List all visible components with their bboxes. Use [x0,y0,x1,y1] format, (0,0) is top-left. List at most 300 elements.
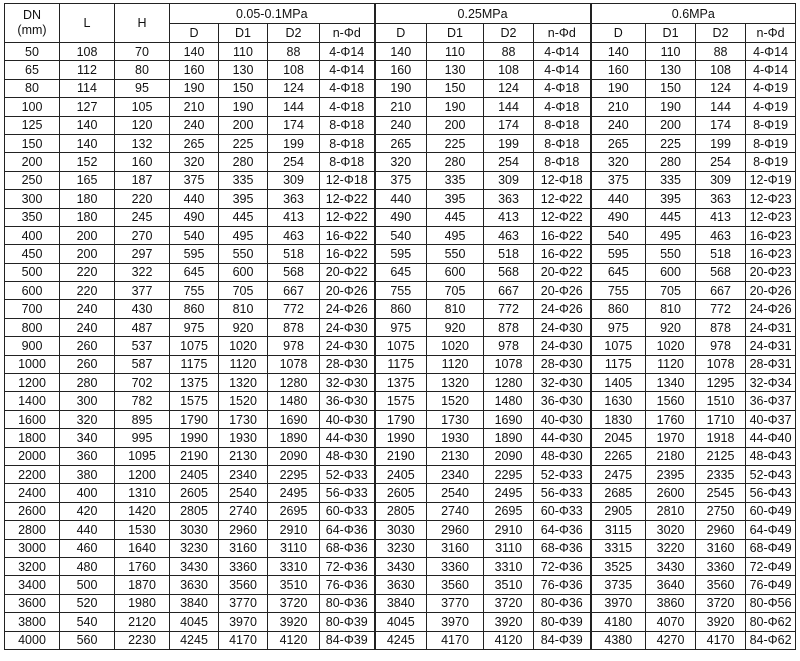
table-row [5,355,796,373]
table-row [5,502,796,520]
table-cell: 200 [60,226,115,244]
table-cell: 4-Φ19 [746,79,796,97]
table-cell: 3720 [268,594,320,612]
table-cell: 550 [219,245,268,263]
table-cell: 3800 [5,613,60,631]
table-cell: 400 [60,484,115,502]
table-cell: 4045 [375,613,427,631]
table-cell: 1420 [115,502,170,520]
table-cell: 144 [484,98,534,116]
table-cell: 2295 [268,465,320,483]
table-cell: 160 [170,61,219,79]
table-cell: 165 [60,171,115,189]
table-cell: 52-Φ33 [320,465,375,483]
table-row [5,392,796,410]
table-cell: 1375 [375,374,427,392]
table-cell: 540 [375,226,427,244]
table-cell: 1000 [5,355,60,373]
col-header-nd: n-Φd [320,24,375,43]
table-cell: 2090 [484,447,534,465]
table-cell: 705 [219,282,268,300]
table-cell: 375 [591,171,646,189]
col-header-d: D [375,24,427,43]
table-cell: 200 [219,116,268,134]
table-cell: 1600 [5,410,60,428]
table-cell: 587 [115,355,170,373]
table-row [5,61,796,79]
table-cell: 3600 [5,594,60,612]
table-cell: 320 [170,153,219,171]
table-cell: 254 [484,153,534,171]
table-cell: 667 [696,282,746,300]
table-cell: 463 [484,226,534,244]
col-header-d: D [170,24,219,43]
table-cell: 24-Φ26 [320,300,375,318]
table-cell: 12-Φ22 [320,208,375,226]
col-header-h: H [115,4,170,43]
table-cell: 1690 [268,410,320,428]
table-row [5,245,796,263]
table-cell: 4120 [268,631,320,649]
table-cell: 1295 [696,374,746,392]
table-cell: 520 [60,594,115,612]
table-cell: 1510 [696,392,746,410]
table-cell: 540 [170,226,219,244]
table-cell: 60-Φ33 [320,502,375,520]
table-cell: 2395 [646,465,696,483]
header-row-groups [5,4,796,24]
table-cell: 705 [646,282,696,300]
table-cell: 445 [646,208,696,226]
table-cell: 1175 [170,355,219,373]
table-cell: 200 [427,116,484,134]
table-cell: 1990 [170,429,219,447]
table-cell: 1075 [375,337,427,355]
table-cell: 1120 [646,355,696,373]
table-cell: 1280 [484,374,534,392]
table-cell: 3160 [219,539,268,557]
table-cell: 860 [375,300,427,318]
table-cell: 3030 [375,521,427,539]
table-cell: 200 [646,116,696,134]
table-cell: 2495 [268,484,320,502]
table-cell: 895 [115,410,170,428]
table-cell: 878 [484,318,534,336]
table-cell: 240 [591,116,646,134]
table-cell: 16-Φ23 [746,226,796,244]
table-cell: 1575 [170,392,219,410]
table-cell: 3230 [375,539,427,557]
table-cell: 2695 [268,502,320,520]
table-cell: 64-Φ36 [320,521,375,539]
table-cell: 68-Φ36 [534,539,591,557]
table-row [5,410,796,428]
table-cell: 375 [170,171,219,189]
table-cell: 76-Φ49 [746,576,796,594]
table-cell: 2600 [646,484,696,502]
table-cell: 210 [591,98,646,116]
table-cell: 2600 [5,502,60,520]
table-cell: 260 [60,355,115,373]
table-cell: 4-Φ19 [746,98,796,116]
table-cell: 80-Φ39 [534,613,591,631]
table-cell: 36-Φ30 [320,392,375,410]
table-cell: 8-Φ19 [746,153,796,171]
table-cell: 900 [5,337,60,355]
table-cell: 84-Φ62 [746,631,796,649]
table-cell: 1890 [268,429,320,447]
table-cell: 48-Φ30 [534,447,591,465]
table-cell: 2125 [696,447,746,465]
table-cell: 4-Φ14 [320,43,375,61]
table-cell: 309 [696,171,746,189]
table-cell: 190 [591,79,646,97]
table-cell: 395 [219,190,268,208]
table-cell: 56-Φ43 [746,484,796,502]
table-cell: 413 [268,208,320,226]
table-cell: 3030 [170,521,219,539]
table-cell: 160 [375,61,427,79]
table-cell: 140 [60,116,115,134]
table-cell: 44-Φ30 [534,429,591,447]
table-cell: 350 [5,208,60,226]
table-cell: 1800 [5,429,60,447]
table-cell: 1870 [115,576,170,594]
table-cell: 490 [375,208,427,226]
table-cell: 250 [5,171,60,189]
table-cell: 322 [115,263,170,281]
table-cell: 1175 [591,355,646,373]
table-row [5,576,796,594]
table-cell: 64-Φ49 [746,521,796,539]
table-cell: 60-Φ33 [534,502,591,520]
table-cell: 32-Φ34 [746,374,796,392]
table-cell: 2335 [696,465,746,483]
table-cell: 108 [268,61,320,79]
table-cell: 978 [484,337,534,355]
table-cell: 2475 [591,465,646,483]
table-row [5,337,796,355]
table-cell: 80-Φ36 [534,594,591,612]
table-cell: 1630 [591,392,646,410]
table-cell: 280 [427,153,484,171]
table-cell: 375 [375,171,427,189]
table-cell: 1918 [696,429,746,447]
table-cell: 1078 [484,355,534,373]
table-cell: 16-Φ22 [534,226,591,244]
table-cell: 28-Φ30 [320,355,375,373]
table-cell: 320 [375,153,427,171]
table-cell: 8-Φ18 [320,153,375,171]
table-cell: 108 [696,61,746,79]
table-cell: 210 [375,98,427,116]
table-cell: 430 [115,300,170,318]
table-cell: 200 [5,153,60,171]
table-cell: 2405 [170,465,219,483]
table-cell: 190 [170,79,219,97]
table-cell: 174 [268,116,320,134]
table-cell: 3160 [427,539,484,557]
table-cell: 3640 [646,576,696,594]
table-row [5,521,796,539]
table-cell: 8-Φ18 [534,153,591,171]
table-cell: 2045 [591,429,646,447]
table-row [5,318,796,336]
table-row [5,631,796,649]
table-cell: 702 [115,374,170,392]
table-cell: 320 [591,153,646,171]
table-cell: 40-Φ37 [746,410,796,428]
table-cell: 975 [170,318,219,336]
table-cell: 4170 [219,631,268,649]
table-cell: 600 [5,282,60,300]
table-cell: 52-Φ43 [746,465,796,483]
table-cell: 2960 [427,521,484,539]
table-cell: 700 [5,300,60,318]
table-cell: 3840 [170,594,219,612]
table-cell: 1710 [696,410,746,428]
table-cell: 480 [60,557,115,575]
table-cell: 3860 [646,594,696,612]
table-cell: 2090 [268,447,320,465]
table-cell: 1200 [5,374,60,392]
table-cell: 65 [5,61,60,79]
table-row [5,190,796,208]
table-cell: 130 [646,61,696,79]
table-cell: 309 [484,171,534,189]
table-cell: 8-Φ18 [534,134,591,152]
table-cell: 340 [60,429,115,447]
table-cell: 190 [646,98,696,116]
table-cell: 160 [115,153,170,171]
table-cell: 3840 [375,594,427,612]
table-cell: 48-Φ30 [320,447,375,465]
table-cell: 12-Φ22 [534,208,591,226]
table-cell: 3920 [268,613,320,631]
table-cell: 1020 [219,337,268,355]
table-cell: 309 [268,171,320,189]
table-cell: 80 [115,61,170,79]
table-cell: 1830 [591,410,646,428]
table-cell: 1790 [170,410,219,428]
table-cell: 2400 [5,484,60,502]
table-cell: 76-Φ36 [534,576,591,594]
table-cell: 2910 [484,521,534,539]
table-cell: 95 [115,79,170,97]
table-cell: 2805 [170,502,219,520]
col-header-d: D [591,24,646,43]
table-cell: 1078 [696,355,746,373]
table-cell: 84-Φ39 [320,631,375,649]
table-cell: 144 [268,98,320,116]
table-cell: 80 [5,79,60,97]
table-cell: 3315 [591,539,646,557]
table-cell: 540 [60,613,115,631]
table-cell: 335 [427,171,484,189]
table-cell: 160 [591,61,646,79]
table-cell: 112 [60,61,115,79]
table-cell: 1690 [484,410,534,428]
table-cell: 2605 [170,484,219,502]
table-cell: 125 [5,116,60,134]
table-cell: 920 [427,318,484,336]
table-cell: 3000 [5,539,60,557]
table-cell: 130 [219,61,268,79]
table-cell: 4120 [484,631,534,649]
table-row [5,226,796,244]
table-cell: 240 [60,318,115,336]
table-cell: 265 [591,134,646,152]
table-cell: 110 [427,43,484,61]
table-cell: 80-Φ62 [746,613,796,631]
table-cell: 144 [696,98,746,116]
table-cell: 130 [427,61,484,79]
table-cell: 12-Φ19 [746,171,796,189]
table-cell: 1120 [427,355,484,373]
table-cell: 3360 [696,557,746,575]
table-cell: 108 [60,43,115,61]
table-cell: 124 [696,79,746,97]
table-cell: 420 [60,502,115,520]
table-cell: 667 [268,282,320,300]
table-cell: 2605 [375,484,427,502]
table-cell: 975 [591,318,646,336]
table-row [5,134,796,152]
table-cell: 3110 [484,539,534,557]
table-cell: 260 [60,337,115,355]
table-cell: 3630 [170,576,219,594]
table-cell: 920 [646,318,696,336]
table-cell: 395 [427,190,484,208]
table-cell: 2230 [115,631,170,649]
table-cell: 28-Φ30 [534,355,591,373]
table-row [5,613,796,631]
table-cell: 2685 [591,484,646,502]
table-cell: 2405 [375,465,427,483]
table-cell: 3200 [5,557,60,575]
table-cell: 2120 [115,613,170,631]
table-cell: 24-Φ31 [746,337,796,355]
table-cell: 772 [484,300,534,318]
table-cell: 240 [60,300,115,318]
table-cell: 810 [427,300,484,318]
table-row [5,116,796,134]
table-cell: 220 [60,282,115,300]
table-cell: 70 [115,43,170,61]
table-cell: 1405 [591,374,646,392]
table-cell: 3430 [646,557,696,575]
table-cell: 4-Φ14 [534,61,591,79]
table-cell: 1375 [170,374,219,392]
table-cell: 4-Φ14 [746,43,796,61]
table-cell: 1480 [268,392,320,410]
table-cell: 2180 [646,447,696,465]
table-cell: 2540 [427,484,484,502]
table-cell: 100 [5,98,60,116]
table-row [5,79,796,97]
table-cell: 2805 [375,502,427,520]
table-cell: 199 [696,134,746,152]
table-cell: 2340 [219,465,268,483]
table-cell: 68-Φ36 [320,539,375,557]
table-cell: 2905 [591,502,646,520]
col-header-dn-unit: (mm) [17,23,47,37]
table-cell: 4245 [170,631,219,649]
table-cell: 105 [115,98,170,116]
table-cell: 978 [696,337,746,355]
table-cell: 463 [268,226,320,244]
table-row [5,484,796,502]
table-cell: 24-Φ26 [746,300,796,318]
table-cell: 80-Φ39 [320,613,375,631]
table-cell: 495 [219,226,268,244]
table-cell: 1930 [219,429,268,447]
table-cell: 1480 [484,392,534,410]
table-cell: 3970 [591,594,646,612]
table-cell: 280 [60,374,115,392]
table-cell: 2960 [696,521,746,539]
table-cell: 210 [170,98,219,116]
table-cell: 3115 [591,521,646,539]
table-cell: 568 [484,263,534,281]
table-cell: 920 [219,318,268,336]
table-row [5,594,796,612]
table-cell: 4-Φ18 [534,98,591,116]
table-cell: 16-Φ23 [746,245,796,263]
table-cell: 40-Φ30 [534,410,591,428]
col-header-nd: n-Φd [534,24,591,43]
table-cell: 36-Φ37 [746,392,796,410]
table-cell: 440 [170,190,219,208]
table-cell: 24-Φ30 [534,318,591,336]
table-cell: 3560 [696,576,746,594]
table-cell: 3310 [484,557,534,575]
table-cell: 140 [170,43,219,61]
table-cell: 1970 [646,429,696,447]
table-cell: 108 [484,61,534,79]
table-cell: 550 [646,245,696,263]
table-cell: 2130 [219,447,268,465]
table-cell: 110 [219,43,268,61]
table-cell: 645 [375,263,427,281]
table-cell: 2200 [5,465,60,483]
table-cell: 3020 [646,521,696,539]
table-cell: 24-Φ30 [320,337,375,355]
table-cell: 199 [484,134,534,152]
table-cell: 335 [646,171,696,189]
col-header-dn [5,4,60,43]
table-cell: 1575 [375,392,427,410]
table-cell: 2810 [646,502,696,520]
table-cell: 705 [427,282,484,300]
table-cell: 600 [646,263,696,281]
table-cell: 878 [696,318,746,336]
table-cell: 180 [60,208,115,226]
table-cell: 595 [591,245,646,263]
table-cell: 3110 [268,539,320,557]
table-cell: 3510 [268,576,320,594]
table-cell: 440 [375,190,427,208]
table-cell: 3360 [219,557,268,575]
table-cell: 645 [170,263,219,281]
group-header-low-pressure: 0.05-0.1MPa [170,4,375,24]
table-cell: 1280 [268,374,320,392]
table-cell: 64-Φ36 [534,521,591,539]
table-cell: 667 [484,282,534,300]
table-cell: 297 [115,245,170,263]
table-cell: 20-Φ26 [320,282,375,300]
table-cell: 150 [427,79,484,97]
